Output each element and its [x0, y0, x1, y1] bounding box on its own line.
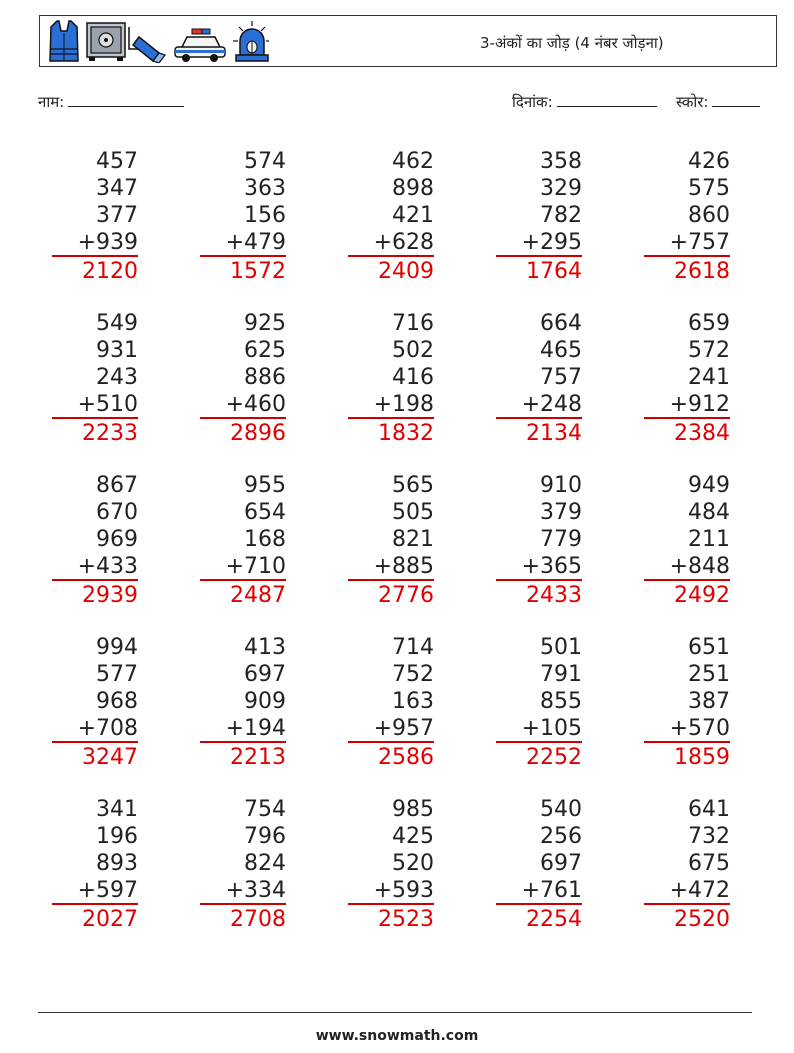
last-addend: +957	[348, 715, 434, 743]
last-addend: +295	[496, 229, 582, 257]
last-addend: +433	[52, 553, 138, 581]
addend: 572	[688, 338, 730, 363]
addition-problem	[482, 472, 582, 609]
addend: 457	[96, 149, 138, 174]
addend: 955	[244, 473, 286, 498]
addend: 243	[96, 365, 138, 390]
addend: 994	[96, 635, 138, 660]
addition-problem	[38, 148, 138, 285]
answer: 2233	[82, 421, 138, 446]
last-addend: +708	[52, 715, 138, 743]
addend: 426	[688, 149, 730, 174]
worksheet-title: 3-अंकों का जोड़ (4 नंबर जोड़ना)	[480, 34, 664, 52]
addend: 416	[392, 365, 434, 390]
addend: 329	[540, 176, 582, 201]
header-icons	[47, 19, 269, 63]
addend: 909	[244, 689, 286, 714]
addition-problem	[38, 796, 138, 933]
addend: 501	[540, 635, 582, 660]
addend: 465	[540, 338, 582, 363]
addend: 714	[392, 635, 434, 660]
answer: 1572	[230, 259, 286, 284]
addend: 163	[392, 689, 434, 714]
addend: 855	[540, 689, 582, 714]
addend: 782	[540, 203, 582, 228]
addition-problem	[38, 472, 138, 609]
date-label: दिनांक:	[512, 93, 553, 111]
answer: 2523	[378, 907, 434, 932]
addend: 752	[392, 662, 434, 687]
addend: 779	[540, 527, 582, 552]
addend: 251	[688, 662, 730, 687]
addition-problem	[482, 148, 582, 285]
last-addend: +885	[348, 553, 434, 581]
score-blank	[712, 92, 760, 107]
answer: 2520	[674, 907, 730, 932]
addition-problem	[186, 148, 286, 285]
answer: 2120	[82, 259, 138, 284]
answer: 2708	[230, 907, 286, 932]
addend: 574	[244, 149, 286, 174]
last-addend: +334	[200, 877, 286, 905]
answer: 2134	[526, 421, 582, 446]
worksheet-header	[39, 15, 777, 67]
addend: 821	[392, 527, 434, 552]
score-field	[676, 92, 760, 112]
addition-problem	[186, 796, 286, 933]
addition-problem	[334, 472, 434, 609]
addend: 377	[96, 203, 138, 228]
answer: 2492	[674, 583, 730, 608]
addend: 196	[96, 824, 138, 849]
last-addend: +365	[496, 553, 582, 581]
addend: 968	[96, 689, 138, 714]
last-addend: +597	[52, 877, 138, 905]
last-addend: +198	[348, 391, 434, 419]
last-addend: +757	[644, 229, 730, 257]
answer: 2213	[230, 745, 286, 770]
answer: 1832	[378, 421, 434, 446]
answer: 2252	[526, 745, 582, 770]
footer-divider	[38, 1012, 752, 1013]
addition-problem	[334, 634, 434, 771]
addend: 910	[540, 473, 582, 498]
last-addend: +460	[200, 391, 286, 419]
addition-problem	[38, 634, 138, 771]
addend: 256	[540, 824, 582, 849]
addend: 641	[688, 797, 730, 822]
addend: 697	[540, 851, 582, 876]
last-addend: +848	[644, 553, 730, 581]
last-addend: +912	[644, 391, 730, 419]
vest-icon	[50, 21, 78, 61]
last-addend: +939	[52, 229, 138, 257]
addend: 796	[244, 824, 286, 849]
footer-website: www.snowmath.com	[315, 1028, 479, 1044]
addend: 413	[244, 635, 286, 660]
answer: 2384	[674, 421, 730, 446]
addition-problem	[630, 148, 730, 285]
addend: 520	[392, 851, 434, 876]
answer: 2896	[230, 421, 286, 446]
addition-problem	[186, 310, 286, 447]
addend: 387	[688, 689, 730, 714]
answer: 1859	[674, 745, 730, 770]
last-addend: +761	[496, 877, 582, 905]
addend: 347	[96, 176, 138, 201]
addend: 156	[244, 203, 286, 228]
addend: 462	[392, 149, 434, 174]
addition-problem	[334, 148, 434, 285]
answer: 2586	[378, 745, 434, 770]
addend: 670	[96, 500, 138, 525]
addend: 860	[688, 203, 730, 228]
addend: 925	[244, 311, 286, 336]
addend: 341	[96, 797, 138, 822]
last-addend: +593	[348, 877, 434, 905]
addition-problem	[630, 472, 730, 609]
addend: 241	[688, 365, 730, 390]
addition-problem	[186, 634, 286, 771]
answer: 2939	[82, 583, 138, 608]
answer: 2254	[526, 907, 582, 932]
addend: 867	[96, 473, 138, 498]
addend: 358	[540, 149, 582, 174]
addend: 664	[540, 311, 582, 336]
addition-problem	[334, 310, 434, 447]
addend: 502	[392, 338, 434, 363]
addend: 931	[96, 338, 138, 363]
addition-problem	[482, 310, 582, 447]
addend: 363	[244, 176, 286, 201]
addition-problem	[630, 796, 730, 933]
answer: 2027	[82, 907, 138, 932]
last-addend: +628	[348, 229, 434, 257]
police-car-icon	[175, 29, 225, 62]
addend: 898	[392, 176, 434, 201]
name-label: नाम:	[38, 93, 65, 111]
addend: 540	[540, 797, 582, 822]
addition-problem	[482, 796, 582, 933]
addend: 893	[96, 851, 138, 876]
addend: 549	[96, 311, 138, 336]
addend: 716	[392, 311, 434, 336]
addend: 168	[244, 527, 286, 552]
addition-problem	[334, 796, 434, 933]
addend: 505	[392, 500, 434, 525]
addend: 651	[688, 635, 730, 660]
last-addend: +194	[200, 715, 286, 743]
name-field	[38, 92, 184, 112]
last-addend: +248	[496, 391, 582, 419]
answer: 2618	[674, 259, 730, 284]
addend: 577	[96, 662, 138, 687]
date-field	[512, 92, 657, 112]
addition-problem	[186, 472, 286, 609]
addend: 421	[392, 203, 434, 228]
addend: 565	[392, 473, 434, 498]
addend: 697	[244, 662, 286, 687]
answer: 2487	[230, 583, 286, 608]
addend: 575	[688, 176, 730, 201]
answer: 2433	[526, 583, 582, 608]
siren-icon	[233, 21, 269, 61]
addend: 985	[392, 797, 434, 822]
last-addend: +710	[200, 553, 286, 581]
addend: 484	[688, 500, 730, 525]
flashlight-icon	[129, 27, 165, 63]
answer: 2409	[378, 259, 434, 284]
last-addend: +570	[644, 715, 730, 743]
addition-problem	[630, 634, 730, 771]
addition-problem	[38, 310, 138, 447]
addend: 379	[540, 500, 582, 525]
addend: 425	[392, 824, 434, 849]
addend: 732	[688, 824, 730, 849]
addend: 211	[688, 527, 730, 552]
addend: 791	[540, 662, 582, 687]
last-addend: +510	[52, 391, 138, 419]
date-blank	[557, 92, 657, 107]
last-addend: +105	[496, 715, 582, 743]
addition-problem	[482, 634, 582, 771]
safe-icon	[87, 23, 125, 61]
score-label: स्कोर:	[676, 93, 709, 111]
addend: 625	[244, 338, 286, 363]
addend: 824	[244, 851, 286, 876]
answer: 2776	[378, 583, 434, 608]
addend: 969	[96, 527, 138, 552]
addend: 675	[688, 851, 730, 876]
addend: 886	[244, 365, 286, 390]
answer: 3247	[82, 745, 138, 770]
addend: 949	[688, 473, 730, 498]
addition-problem	[630, 310, 730, 447]
addend: 754	[244, 797, 286, 822]
addend: 757	[540, 365, 582, 390]
answer: 1764	[526, 259, 582, 284]
last-addend: +472	[644, 877, 730, 905]
name-blank	[68, 92, 184, 107]
addend: 654	[244, 500, 286, 525]
last-addend: +479	[200, 229, 286, 257]
addend: 659	[688, 311, 730, 336]
